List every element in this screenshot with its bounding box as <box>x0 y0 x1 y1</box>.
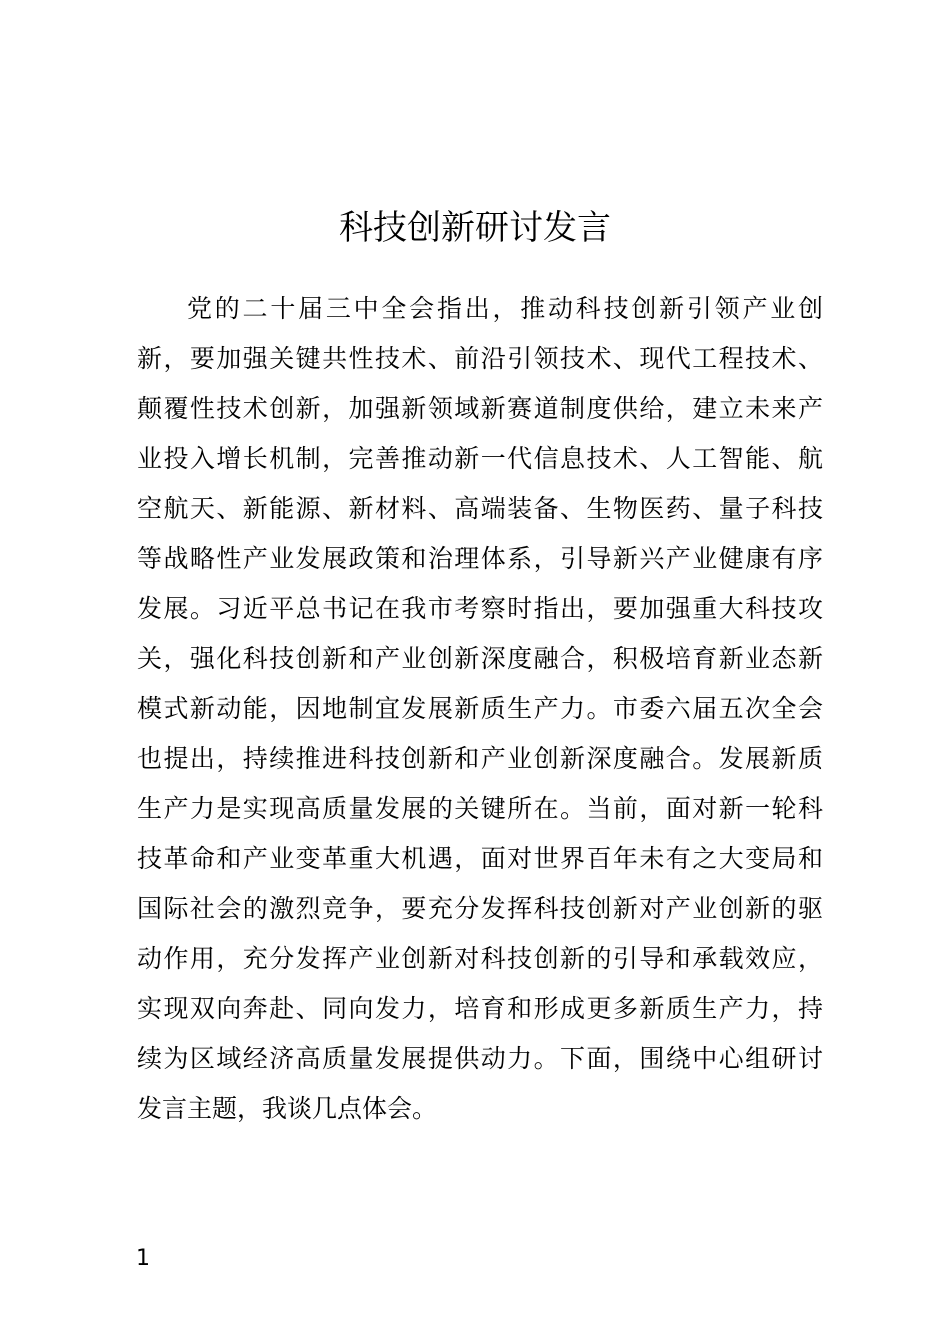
paragraph-line: 颠覆性技术创新，加强新领域新赛道制度供给，建立未来产 <box>137 394 823 423</box>
paragraph-line: 等战略性产业发展政策和治理体系，引导新兴产业健康有序 <box>137 544 823 573</box>
paragraph-line: 业投入增长机制，完善推动新一代信息技术、人工智能、航 <box>137 444 823 473</box>
paragraph-line: 模式新动能，因地制宜发展新质生产力。市委六届五次全会 <box>137 694 823 723</box>
body-paragraph <box>137 284 823 1134</box>
paragraph-line: 国际社会的激烈竞争，要充分发挥科技创新对产业创新的驱 <box>137 894 823 923</box>
paragraph-line: 党的二十届三中全会指出，推动科技创新引领产业创 <box>187 294 823 323</box>
paragraph-line: 发展。习近平总书记在我市考察时指出，要加强重大科技攻 <box>137 594 823 623</box>
paragraph-line: 也提出，持续推进科技创新和产业创新深度融合。发展新质 <box>137 744 823 773</box>
paragraph-line: 发言主题，我谈几点体会。 <box>137 1094 438 1123</box>
paragraph-line: 技革命和产业变革重大机遇，面对世界百年未有之大变局和 <box>137 844 823 873</box>
paragraph-line: 续为区域经济高质量发展提供动力。下面，围绕中心组研讨 <box>137 1044 823 1073</box>
paragraph-line: 新，要加强关键共性技术、前沿引领技术、现代工程技术、 <box>137 344 823 373</box>
paragraph-line: 生产力是实现高质量发展的关键所在。当前，面对新一轮科 <box>137 794 823 823</box>
paragraph-line: 空航天、新能源、新材料、高端装备、生物医药、量子科技 <box>137 494 823 523</box>
document-title: 科技创新研讨发言 <box>339 207 611 248</box>
page-number: 1 <box>136 1246 150 1271</box>
paragraph-line: 关，强化科技创新和产业创新深度融合，积极培育新业态新 <box>137 644 823 673</box>
paragraph-line: 动作用，充分发挥产业创新对科技创新的引导和承载效应， <box>137 944 823 973</box>
paragraph-line: 实现双向奔赴、同向发力，培育和形成更多新质生产力，持 <box>137 994 823 1023</box>
